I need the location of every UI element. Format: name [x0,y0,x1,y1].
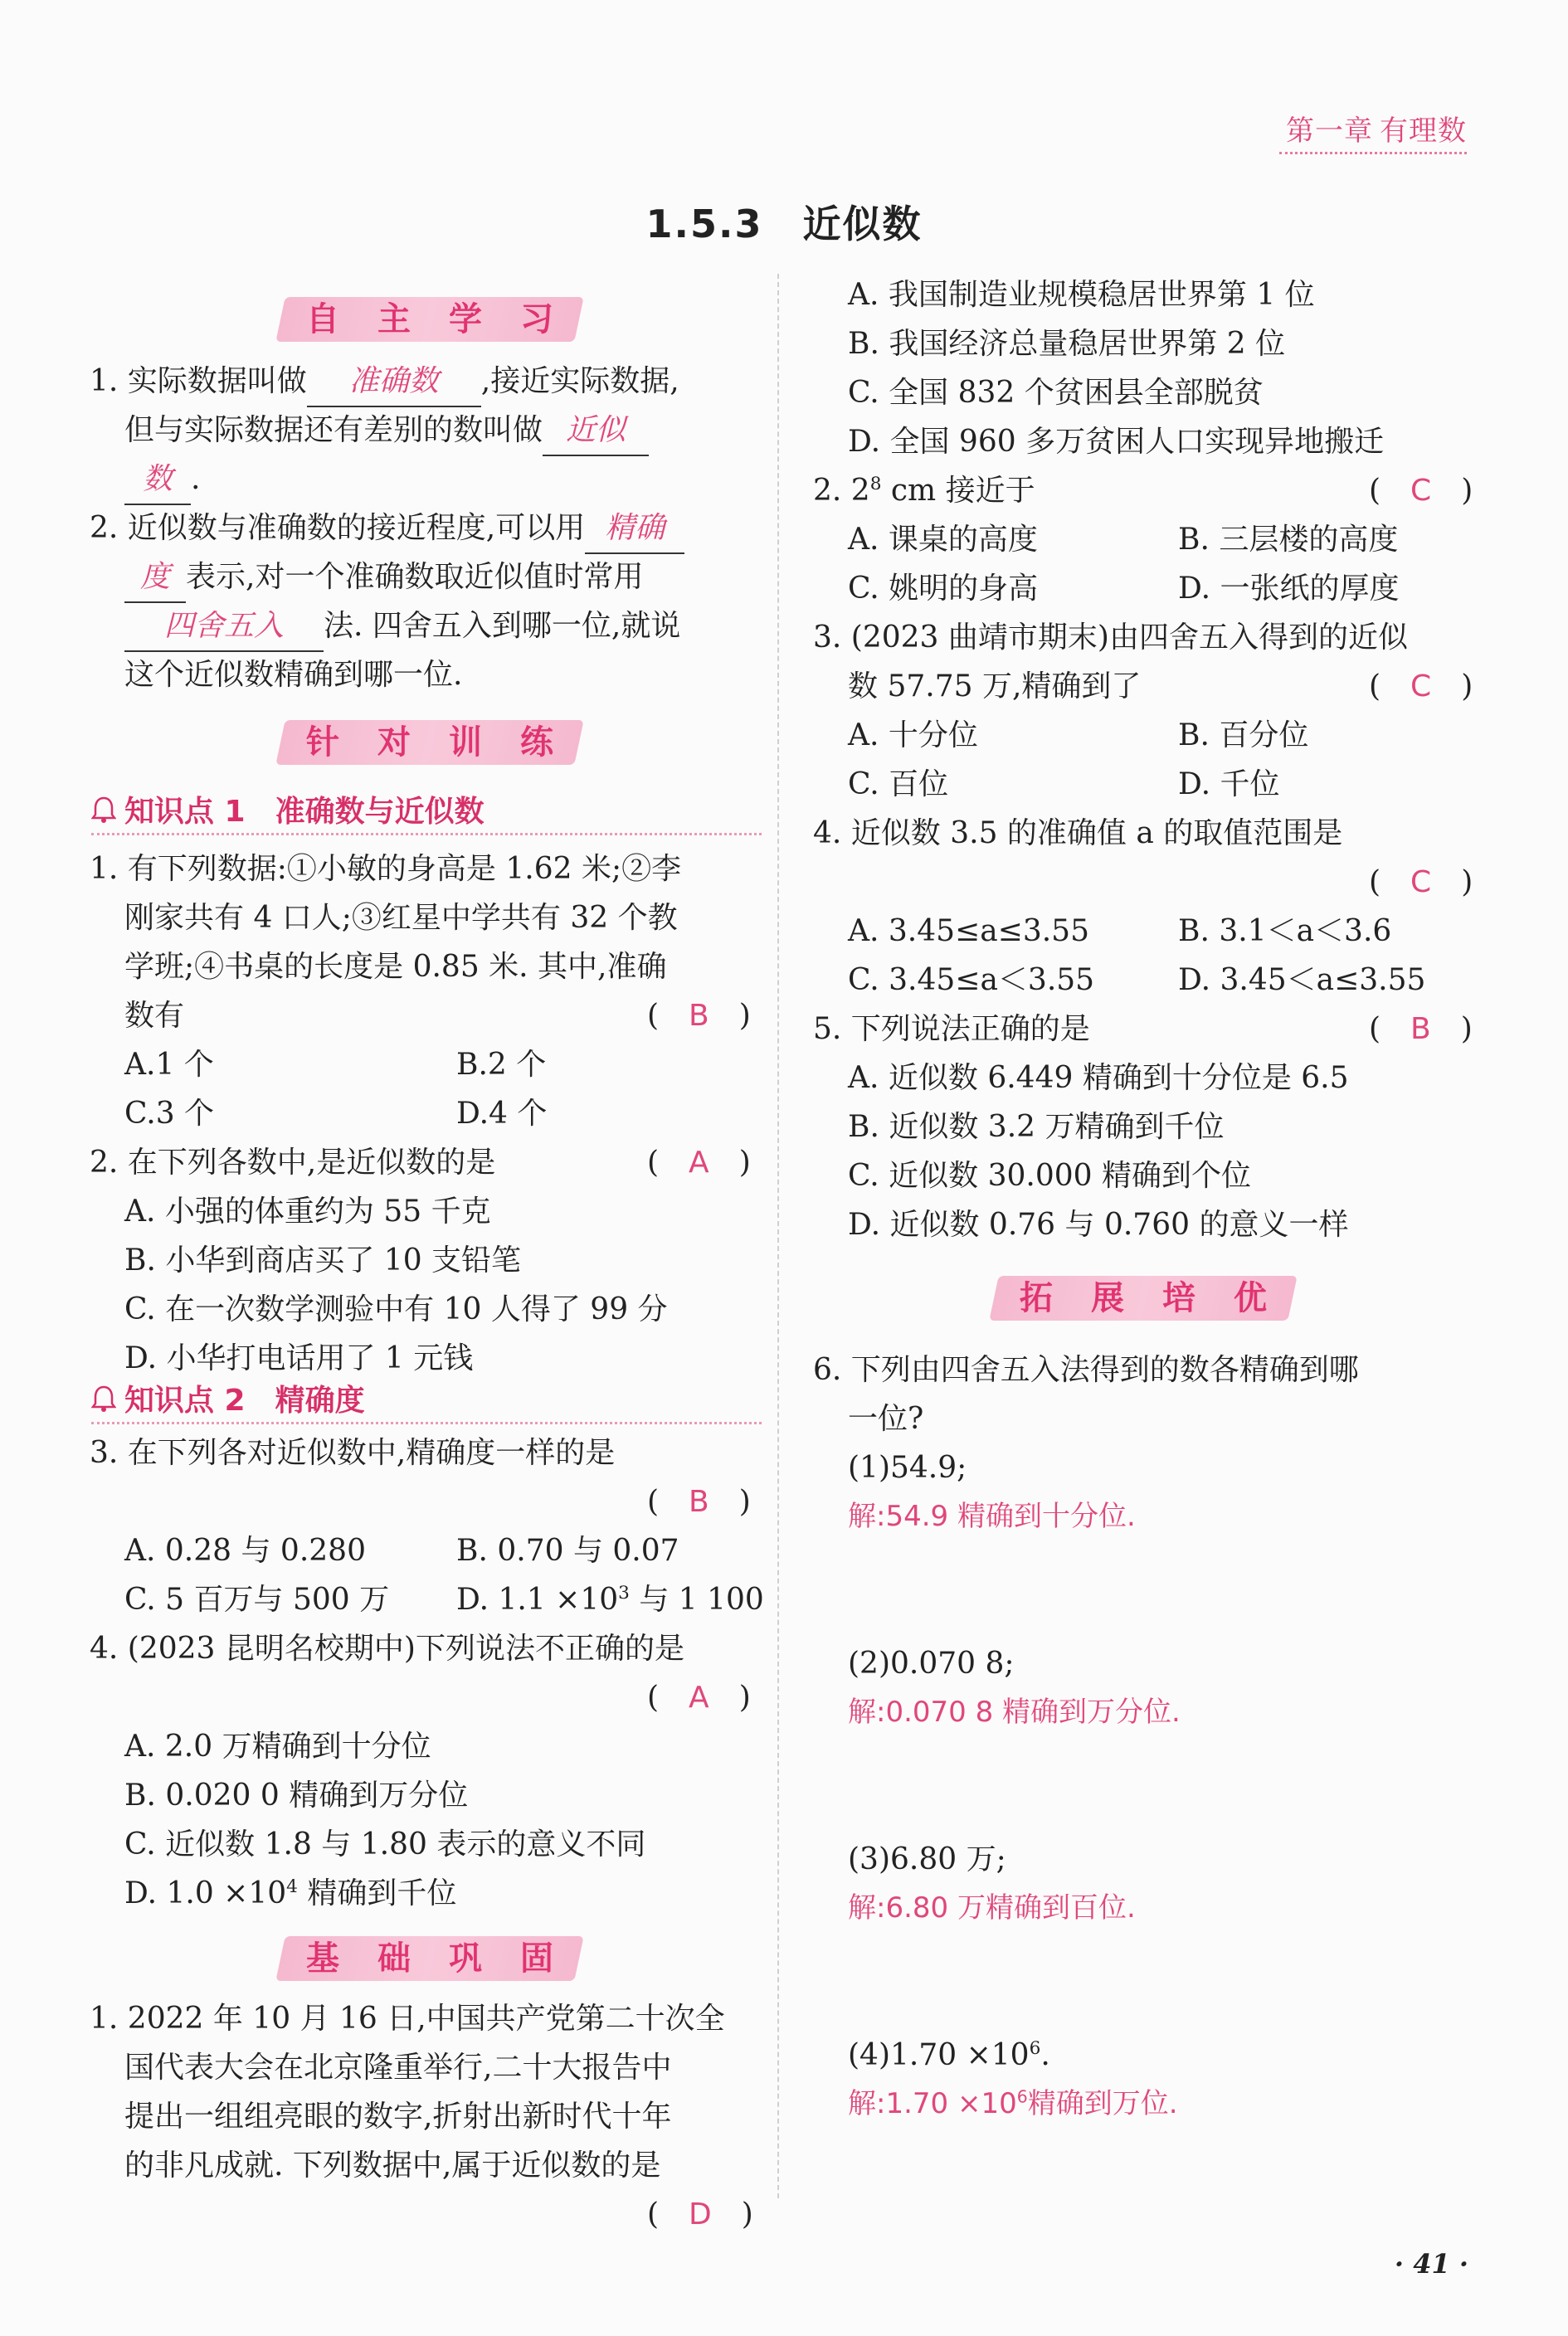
option: D. 小华打电话用了 1 元钱 [124,1341,474,1375]
answer-blank: 四舍五入 [124,601,324,652]
option: B. 0.020 0 精确到万分位 [124,1779,469,1813]
basic-q3-line1: 3. (2023 曲靖市期末)由四舍五入得到的近似 [813,620,1408,655]
extend-q6-line1: 6. 下列由四舍五入法得到的数各精确到哪 [813,1353,1359,1387]
option: D. 千位 [1178,767,1280,801]
option: B.2 个 [456,1048,547,1082]
option: A. 近似数 6.449 精确到十分位是 6.5 [848,1061,1349,1095]
answer-blank: 度 [124,552,186,603]
option: D.4 个 [456,1097,548,1131]
answer-paren: ( A ) [647,1146,751,1180]
basic-q3-line2: 数 57.75 万,精确到了 [848,669,1142,703]
answer-blank: 近似 [543,406,649,456]
option: A. 十分位 [848,718,978,752]
q3-stem: 3. 在下列各对近似数中,精确度一样的是 [90,1436,616,1470]
solution: 解:0.070 8 精确到万分位. [848,1696,1181,1729]
q1-stem-line4: 数有 [124,999,185,1033]
answer-paren: ( C ) [1369,474,1473,508]
chapter-header [1279,108,1467,154]
sub-question: (2)0.070 8; [848,1647,1015,1681]
option: B. 近似数 3.2 万精确到千位 [848,1110,1225,1144]
basic-q2-stem: 2. $2^8$ cm 接近于 [813,474,1035,508]
option: D. 近似数 0.76 与 0.760 的意义一样 [848,1208,1349,1242]
option: A. 小强的体重约为 55 千克 [124,1195,491,1229]
q4-stem: 4. (2023 昆明名校期中)下列说法不正确的是 [90,1632,684,1666]
basic-q1-line4: 的非凡成就. 下列数据中,属于近似数的是 [124,2149,661,2183]
q1-stem-line1: 1. 有下列数据:①小敏的身高是 1.62 米;②李 [90,852,682,886]
option: C. 在一次数学测验中有 10 人得了 99 分 [124,1292,668,1326]
option: B. 我国经济总量稳居世界第 2 位 [848,327,1286,361]
basic-q1-line1: 1. 2022 年 10 月 16 日,中国共产党第二十次全 [90,2002,725,2036]
answer-paren: ( A ) [647,1681,751,1715]
option: C. 姚明的身高 [848,572,1039,606]
option: D. 一张纸的厚度 [1178,572,1400,606]
option: D. $1.1 \times 10^3$ 与 1 100 [456,1583,764,1617]
option: D. $1.0 \times 10^4$ 精确到千位 [124,1876,457,1910]
option: A. 我国制造业规模稳居世界第 1 位 [848,278,1315,312]
self-study-q2-line3: 四舍五入 法. 四舍五入到哪一位,就说 [124,601,680,652]
option: C. 3.45≤a＜3.55 [848,963,1095,997]
column-divider [777,274,779,2198]
option: B. 小华到商店买了 10 支铅笔 [124,1243,522,1278]
option: B. 三层楼的高度 [1178,523,1399,557]
self-study-q2-line2: 度 表示,对一个准确数取近似值时常用 [124,552,643,603]
bell-icon [91,1385,116,1413]
self-study-q1-line2: 但与实际数据还有差别的数叫做 近似 [124,406,649,456]
basic-q4-stem: 4. 近似数 3.5 的准确值 a 的取值范围是 [813,816,1343,850]
solution: 解:54.9 精确到十分位. [848,1500,1136,1533]
answer-paren: ( B ) [647,999,751,1033]
solution: 解:1.70 $\times 10^6$精确到万位. [848,2086,1178,2120]
knowledge-point-1: 知识点 1 准确数与近似数 [91,788,755,830]
basic-q5-stem: 5. 下列说法正确的是 [813,1012,1090,1046]
sub-question: (1)54.9; [848,1451,967,1485]
option: A.1 个 [124,1048,214,1082]
option: A. 课桌的高度 [848,523,1038,557]
option: B. 3.1＜a＜3.6 [1178,914,1392,948]
page-number: · 41 · [1394,2248,1468,2280]
answer-blank: 数 [124,455,191,505]
basic-q1-line2: 国代表大会在北京隆重举行,二十大报告中 [124,2051,672,2085]
answer-paren: ( C ) [1369,669,1473,703]
answer-blank: 精确 [585,504,684,554]
banner-extension: 拓 展 培 优 [994,1269,1293,1321]
option: C. 全国 832 个贫困县全部脱贫 [848,376,1264,410]
option: A. 3.45≤a≤3.55 [848,914,1089,948]
chapter-topic: 有理数 [1380,114,1467,148]
section-title: 1.5.3 近似数 [645,202,923,246]
extend-q6-line2: 一位? [848,1402,924,1436]
chapter-label: 第一章 [1286,114,1373,148]
q1-stem-line2: 刚家共有 4 口人;③红星中学共有 32 个教 [124,901,678,935]
option: C. 5 百万与 500 万 [124,1583,390,1617]
option: B. 0.70 与 0.07 [456,1534,679,1568]
self-study-q2-line1: 2. 近似数与准确数的接近程度,可以用 精确 [90,504,684,554]
option: A. 2.0 万精确到十分位 [124,1730,431,1764]
self-study-q2-line4: 这个近似数精确到哪一位. [124,658,463,692]
banner-targeted-practice: 针 对 训 练 [280,713,579,765]
solution: 解:6.80 万精确到百位. [848,1891,1136,1925]
answer-blank: 准确数 [307,357,481,407]
option: C.3 个 [124,1097,215,1131]
answer-paren: ( B ) [1369,1012,1473,1046]
bell-icon [91,796,116,824]
self-study-q1-line1: 1. 实际数据叫做 准确数 ,接近实际数据, [90,357,679,407]
banner-self-study: 自 主 学 习 [280,290,579,342]
option: B. 百分位 [1178,718,1309,752]
answer-paren: ( C ) [1369,865,1473,899]
banner-basic-consolidation: 基 础 巩 固 [280,1930,579,1981]
option: C. 近似数 1.8 与 1.80 表示的意义不同 [124,1827,646,1862]
knowledge-point-2: 知识点 2 精确度 [91,1377,755,1419]
q1-stem-line3: 学班;④书桌的长度是 0.85 米. 其中,准确 [124,950,667,984]
self-study-q1-line3: 数 . [124,455,200,505]
option: C. 近似数 30.000 精确到个位 [848,1159,1252,1193]
sub-question: (3)6.80 万; [848,1842,1006,1876]
option: C. 百位 [848,767,949,801]
option: A. 0.28 与 0.280 [124,1534,366,1568]
option: D. 全国 960 多万贫困人口实现异地搬迁 [848,425,1385,459]
q2-stem: 2. 在下列各数中,是近似数的是 [90,1146,496,1180]
option: D. 3.45＜a≤3.55 [1178,963,1426,997]
answer-paren: ( D ) [647,2197,753,2231]
sub-question: $(4)1.70 \times 10^6$. [848,2038,1050,2072]
basic-q1-line3: 提出一组组亮眼的数字,折射出新时代十年 [124,2100,672,2134]
answer-paren: ( B ) [647,1485,751,1519]
